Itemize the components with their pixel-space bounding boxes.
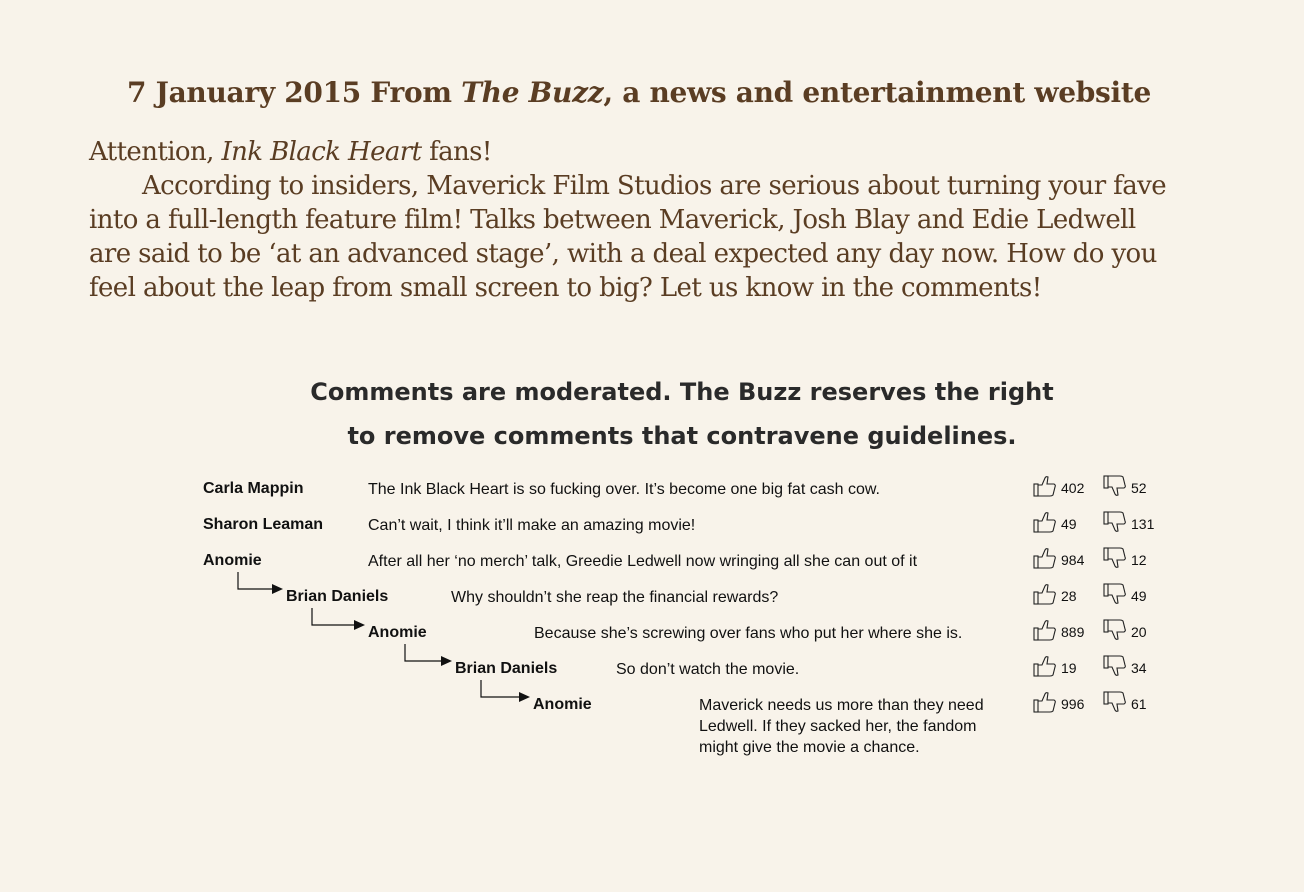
dislike-count: 61: [1131, 695, 1147, 712]
heading-tail: , a news and entertainment website: [603, 76, 1151, 109]
comment-text: Why shouldn’t she reap the financial rewards?: [451, 589, 779, 606]
thumbs-down-icon: [1103, 583, 1127, 608]
comment-author[interactable]: Anomie: [533, 696, 592, 713]
dislike-button[interactable]: [1103, 655, 1147, 680]
like-count: 49: [1061, 515, 1077, 532]
dislike-button[interactable]: [1103, 583, 1147, 608]
comment-author[interactable]: Brian Daniels: [455, 660, 558, 677]
dislike-count: 131: [1131, 515, 1155, 532]
dislike-count: 52: [1131, 479, 1147, 496]
like-count: 889: [1061, 623, 1085, 640]
like-button[interactable]: [1033, 691, 1084, 716]
dislike-button[interactable]: [1103, 619, 1147, 644]
thumbs-up-icon: [1033, 691, 1057, 716]
dislike-count: 49: [1131, 587, 1147, 604]
thumbs-up-icon: [1033, 511, 1057, 536]
comment-text: Because she’s screwing over fans who put her where she is.: [534, 625, 963, 642]
reply-arrow-icon: [404, 644, 453, 670]
comment-text: Can’t wait, I think it’ll make an amazing movie!: [368, 517, 696, 534]
heading-site-name: The Buzz: [461, 76, 604, 109]
thumbs-up-icon: [1033, 619, 1057, 644]
reply-arrow-icon: [480, 680, 531, 706]
reply-arrow-icon: [237, 572, 284, 598]
thumbs-up-icon: [1033, 547, 1057, 572]
comment-author[interactable]: Anomie: [368, 624, 427, 641]
like-count: 984: [1061, 551, 1085, 568]
thumbs-down-icon: [1103, 511, 1127, 536]
thumbs-down-icon: [1103, 475, 1127, 500]
comment-author[interactable]: Anomie: [203, 552, 262, 569]
comment-author[interactable]: Carla Mappin: [203, 480, 304, 497]
greeting-pre: Attention,: [89, 137, 222, 167]
like-count: 402: [1061, 479, 1085, 496]
dislike-button[interactable]: [1103, 475, 1147, 500]
comment-text: The Ink Black Heart is so fucking over. It’s become one big fat cash cow.: [368, 481, 880, 498]
notice-line-2: to remove comments that contravene guidelines.: [347, 422, 1017, 450]
thumbs-down-icon: [1103, 691, 1127, 716]
like-button[interactable]: [1033, 511, 1077, 536]
notice-line-1: Comments are moderated. The Buzz reserves the right: [310, 378, 1054, 406]
comment-text: After all her ‘no merch’ talk, Greedie Ledwell now wringing all she can out of it: [368, 553, 918, 570]
greeting-show-title: Ink Black Heart: [221, 137, 422, 167]
like-count: 19: [1061, 659, 1077, 676]
comment-author[interactable]: Sharon Leaman: [203, 516, 324, 533]
thumbs-up-icon: [1033, 655, 1057, 680]
heading-date-source: 7 January 2015 From: [127, 76, 462, 109]
like-button[interactable]: [1033, 475, 1084, 500]
thumbs-up-icon: [1033, 475, 1057, 500]
reply-arrow-icon: [311, 608, 366, 634]
greeting-post: fans!: [421, 137, 492, 167]
dislike-count: 34: [1131, 659, 1147, 676]
comment-author[interactable]: Brian Daniels: [286, 588, 389, 605]
dislike-count: 20: [1131, 623, 1147, 640]
like-button[interactable]: [1033, 547, 1084, 572]
dislike-button[interactable]: [1103, 547, 1147, 572]
like-count: 28: [1061, 587, 1077, 604]
thumbs-up-icon: [1033, 583, 1057, 608]
like-button[interactable]: [1033, 619, 1084, 644]
like-button[interactable]: [1033, 655, 1077, 680]
thumbs-down-icon: [1103, 547, 1127, 572]
article-paragraph: According to insiders, Maverick Film Studios are serious about turning your fave into a full-length feature film! Talks between Maverick, Josh Blay and Edie Ledwell are said to be ‘at an advanced stage’, with a deal expected any day now. How do you feel about the leap from small screen to big? Let us know in the comments!: [89, 171, 1166, 303]
comment-text: So don’t watch the movie.: [616, 661, 800, 678]
dislike-button[interactable]: [1103, 511, 1154, 536]
comment-text: Maverick needs us more than they need Ledwell. If they sacked her, the fandom might give the movie a chance.: [699, 697, 984, 756]
like-count: 996: [1061, 695, 1085, 712]
dislike-count: 12: [1131, 551, 1147, 568]
thumbs-down-icon: [1103, 619, 1127, 644]
dislike-button[interactable]: [1103, 691, 1147, 716]
like-button[interactable]: [1033, 583, 1077, 608]
thumbs-down-icon: [1103, 655, 1127, 680]
